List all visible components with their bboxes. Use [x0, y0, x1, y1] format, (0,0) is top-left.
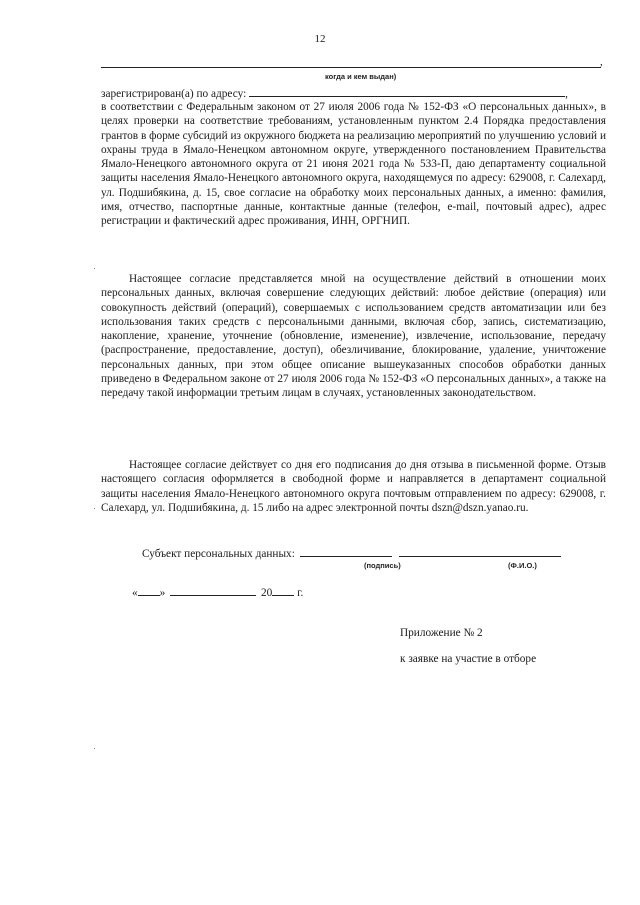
date-close-quote: »	[159, 587, 166, 599]
appendix-title: Приложение № 2	[400, 627, 483, 639]
fio-blank	[399, 546, 561, 557]
subject-signature-line	[142, 546, 561, 560]
registration-address-line	[101, 86, 606, 101]
margin-mark	[94, 748, 95, 749]
consent-paragraph-2: Настоящее согласие представляется мной на осуществление действий в отношении моих персональных данных, включая совершение следующих действий: любое действие (операция) или совокупность действий (операций), совершаемых с использованием средств автоматизации или без использования таких средств с персональными данными, включая сбор, запись, систематизацию, накопление, хранение, уточнение (обновление, изменение), извлечение, использование, передачу (распространение, предоставление, доступ), обезличивание, блокирование, удаление, уничтожение персональных данных, при этом общее описание вышеуказанных способов обработки данных приведено в Федеральном законе от 27 июля 2006 года № 152-ФЗ «О персональных данных», а также на передачу такой информации третьим лицам в случаях, установленных законодательством.	[101, 273, 606, 400]
issuer-line	[101, 67, 601, 68]
year-blank	[272, 585, 294, 596]
signature-hint: (подпись)	[364, 561, 401, 570]
fio-hint: (Ф.И.О.)	[508, 561, 537, 570]
consent-paragraph-1: в соответствии с Федеральным законом от 27 июля 2006 года № 152-ФЗ «О персональных данных», в целях проверки на соответствие требованиям, установленным пунктом 2.4 Порядка предоставления грантов в форме субсидий из окружного бюджета на реализацию мероприятий по улучшению условий и охраны труда в Ямало-Ненецком автономном округе, утвержденного постановлением Правительства Ямало-Ненецкого автономного округа от 21 июня 2021 года № 533-П, даю департаменту социальной защиты населения Ямало-Ненецкого автономного округа, находящемуся по адресу: 629008, г. Салехард, ул. Подшибякина, д. 15, свое согласие на обработку моих персональных данных, а именно: фамилия, имя, отчество, паспортные данные, контактные данные (телефон, e-mail, почтовый адрес), адрес регистрации и фактический адрес проживания, ИНН, ОРГНИП.	[101, 101, 606, 228]
day-blank	[138, 585, 160, 596]
month-blank	[170, 585, 256, 596]
year-prefix: 20	[260, 587, 273, 599]
margin-mark	[94, 268, 95, 269]
issuer-hint: когда и кем выдан)	[325, 72, 397, 81]
year-suffix: г.	[297, 587, 304, 599]
appendix-subtitle: к заявке на участие в отборе	[400, 653, 537, 665]
registration-end: ,	[565, 88, 568, 100]
margin-mark	[94, 508, 95, 509]
page-number: 12	[314, 33, 326, 45]
registration-address-blank	[249, 86, 565, 97]
date-line	[132, 585, 303, 599]
subject-label: Субъект персональных данных:	[142, 548, 295, 560]
signature-blank	[300, 546, 392, 557]
registration-label: зарегистрирован(а) по адресу:	[101, 88, 247, 100]
date-open-quote: «	[132, 587, 138, 599]
consent-paragraph-3: Настоящее согласие действует со дня его подписания до дня отзыва в письменной форме. Отзыв настоящего согласия оформляется в свободной форме и направляется в департамент социальной защиты населения Ямало-Ненецкого автономного округа почтовым отправлением по адресу: 629008, г. Салехард, ул. Подшибякина, д. 15 либо на адрес электронной почты dszn@dszn.yanao.ru.	[101, 459, 606, 514]
issuer-line-comma: ,	[600, 56, 603, 68]
